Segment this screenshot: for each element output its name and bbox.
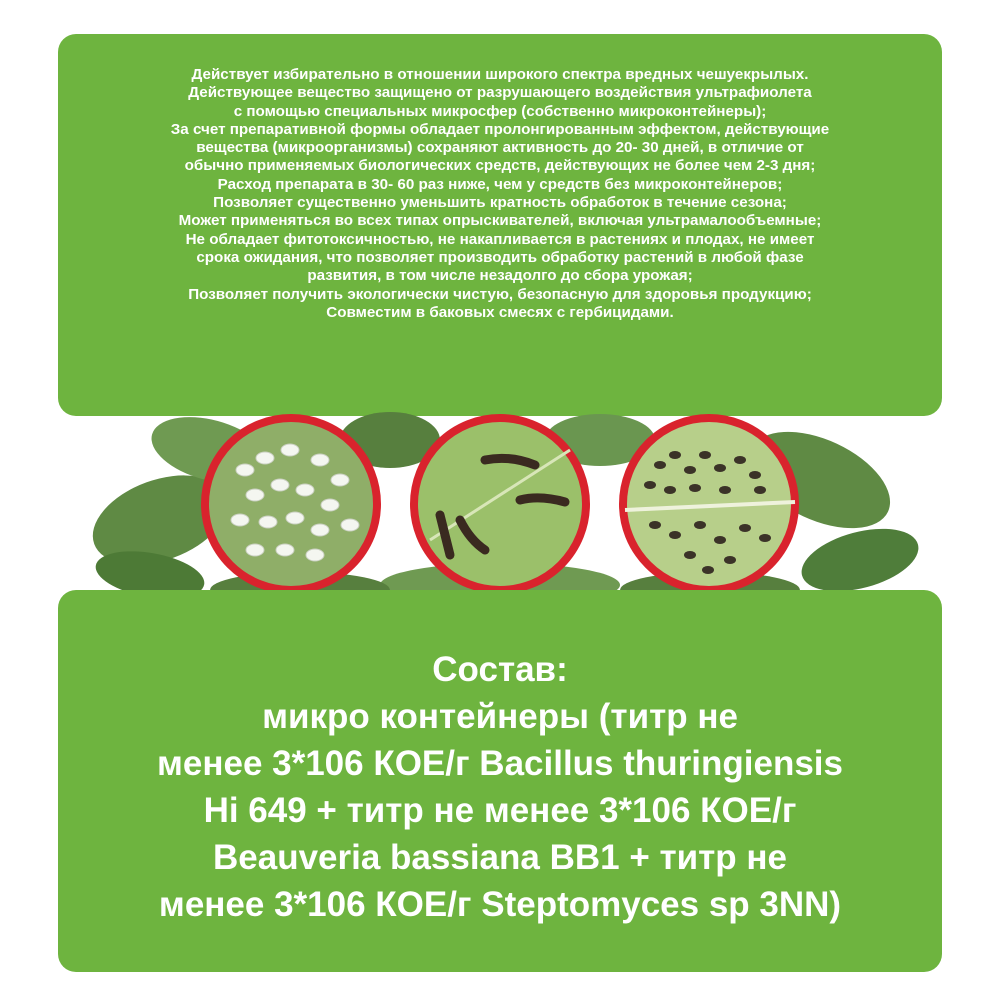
composition-line: Beauveria bassiana BB1 + титр не [213, 838, 787, 877]
description-line: срока ожидания, что позволяет производить обработку растений в любой фазе [196, 248, 804, 266]
composition-line: Hi 649 + титр не менее 3*106 КОЕ/г [203, 791, 797, 830]
description-line: Может применяться во всех типах опрыскивателей, включая ультрамалообъемные; [178, 212, 822, 230]
pest-circle-aphid [623, 418, 795, 590]
description-line: Не обладает фитотоксичностью, не накапливается в растениях и плодах, не имеет [185, 230, 815, 248]
description-card [58, 34, 942, 416]
description-line: Расход препарата в 30- 60 раз ниже, чем у средств без микроконтейнеров; [217, 175, 783, 193]
composition-line: менее 3*106 КОЕ/г Bacillus thuringiensis [156, 744, 843, 783]
description-line: с помощью специальных микросфер (собственно микроконтейнеры); [233, 102, 767, 120]
description-text [78, 66, 922, 322]
description-line: За счет препаративной формы обладает пролонгированным эффектом, действующие [170, 120, 830, 138]
pest-circle-whitefly [205, 418, 377, 590]
description-line: Позволяет получить экологически чистую, безопасную для здоровья продукцию; [188, 285, 812, 303]
description-line: Совместим в баковых смесях с гербицидами. [326, 303, 674, 321]
description-line: Действующее вещество защищено от разрушающего воздействия ультрафиолета [188, 84, 812, 102]
description-line: вещества (микроорганизмы) сохраняют активность до 20- 30 дней, в отличие от [196, 139, 804, 157]
composition-line: менее 3*106 КОЕ/г Steptomyces sp 3NN) [158, 885, 842, 924]
composition-heading: Состав: [432, 650, 568, 689]
pest-circle-caterpillar [414, 418, 586, 590]
composition-line: микро контейнеры (титр не [262, 697, 738, 736]
description-line: развития, в том числе незадолго до сбора урожая; [307, 267, 693, 285]
description-line: Позволяет существенно уменьшить кратность обработок в течение сезона; [213, 194, 787, 212]
composition-card [58, 590, 942, 972]
composition-text [68, 646, 932, 928]
pest-illustration-band [0, 410, 1000, 600]
description-line: обычно применяемых биологических средств, действующих не более чем 2-3 дня; [184, 157, 816, 175]
description-line: Действует избирательно в отношении широкого спектра вредных чешуекрылых. [191, 66, 809, 83]
